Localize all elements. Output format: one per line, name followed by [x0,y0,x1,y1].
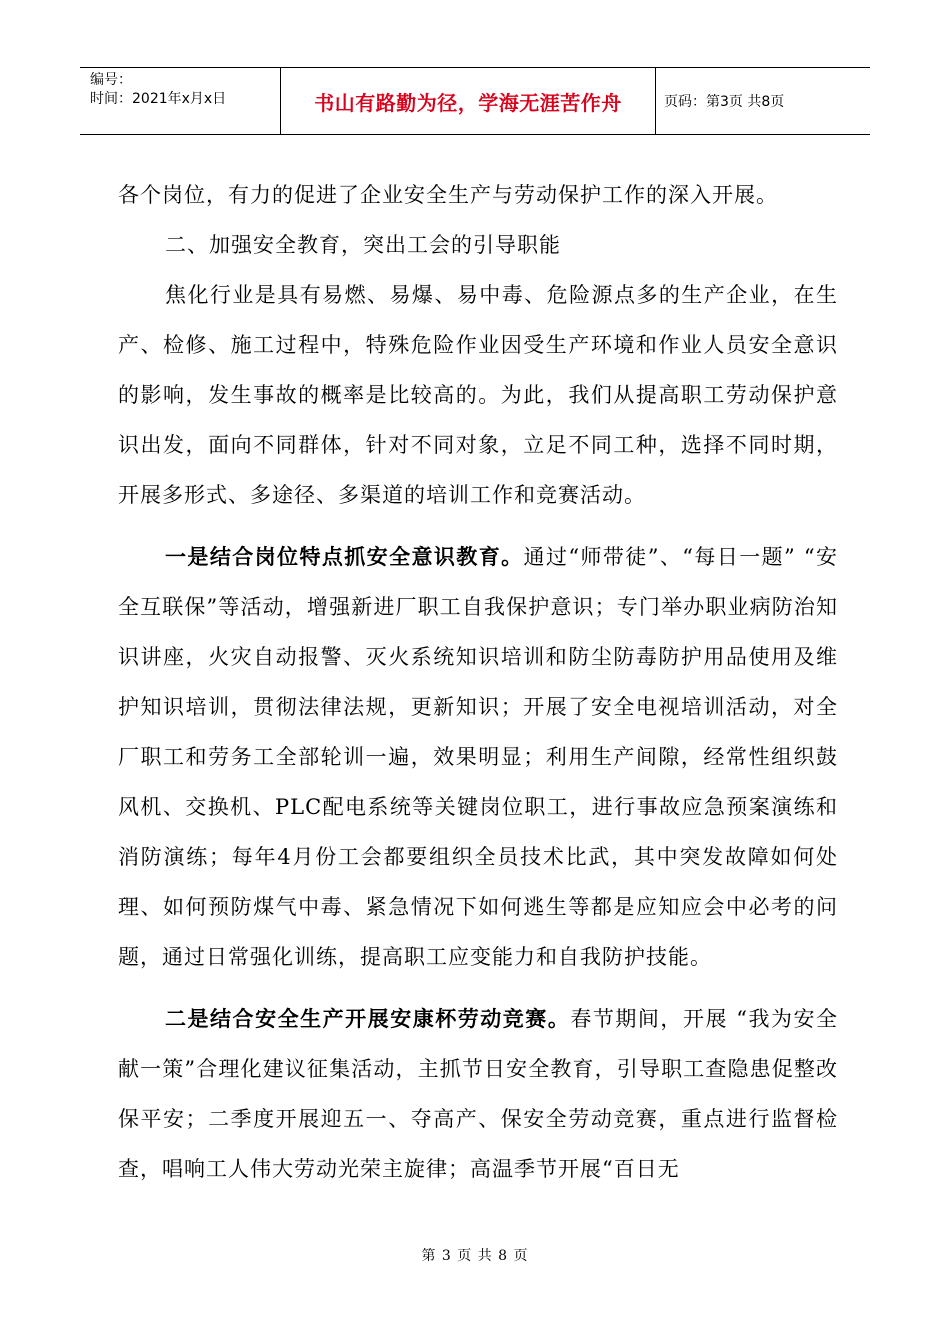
paragraph-safety-awareness [118,532,838,982]
section-heading: 二、加强安全教育，突出工会的引导职能 [165,233,561,257]
paragraph-lead-bold: 一是结合岗位特点抓安全意识教育。 [165,545,524,569]
header-page-number: 页码：第3页 共8页 [664,94,785,110]
page-header [80,67,870,135]
paragraph-labor-competition [118,994,838,1194]
paragraph-intro: 焦化行业是具有易燃、易爆、易中毒、危险源点多的生产企业，在生产、检修、施工过程中，特殊危险作业因受生产环境和作业人员安全意识的影响，发生事故的概率是比较高的。为此，我们从提高职工劳动保护意识出发，面向不同群体，针对不同对象，立足不同工种，选择不同时期，开展多形式、多途径、多渠道的培训工作和竞赛活动。 [118,283,838,507]
paragraph-text: 春节期间，开展 “我为安全献一策”合理化建议征集活动，主抓节日安全教育，引导职工查隐患促整改保平安；二季度开展迎五一、夺高产、保安全劳动竞赛，重点进行监督检查，唱响工人伟大劳动光荣主旋律；高温季节开展“百日无 [118,1007,839,1181]
page-footer: 第 3 页 共 8 页 [421,1248,529,1264]
document-number-label: 编号： [90,72,132,88]
document-time-label: 时间：2021年x月x日 [90,91,227,107]
paragraph-continuation: 各个岗位，有力的促进了企业安全生产与劳动保护工作的深入开展。 [118,183,778,207]
paragraph-text: 通过“师带徒”、“每日一题” “安全互联保”等活动，增强新进厂职工自我保护意识；专门举办职业病防治知识讲座，火灾自动报警、灭火系统知识培训和防尘防毒防护用品使用及维护知识培训，贯彻法律法规，更新知识；开展了安全电视培训活动，对全厂职工和劳务工全部轮训一遍，效果明显；利用生产间隙，经常性组织鼓风机、交换机、PLC配电系统等关键岗位职工，进行事故应急预案演练和消防演练；每年4月份工会都要组织全员技术比武，其中突发故障如何处理、如何预防煤气中毒、紧急情况下如何逃生等都是应知应会中必考的问题，通过日常强化训练，提高职工应变能力和自我防护技能。 [118,545,839,969]
paragraph-lead-bold: 二是结合安全生产开展安康杯劳动竞赛。 [165,1007,571,1031]
header-meta-cell [80,68,281,134]
document-body [118,170,838,1194]
header-motto: 书山有路勤为径，学海无涯苦作舟 [281,68,656,134]
